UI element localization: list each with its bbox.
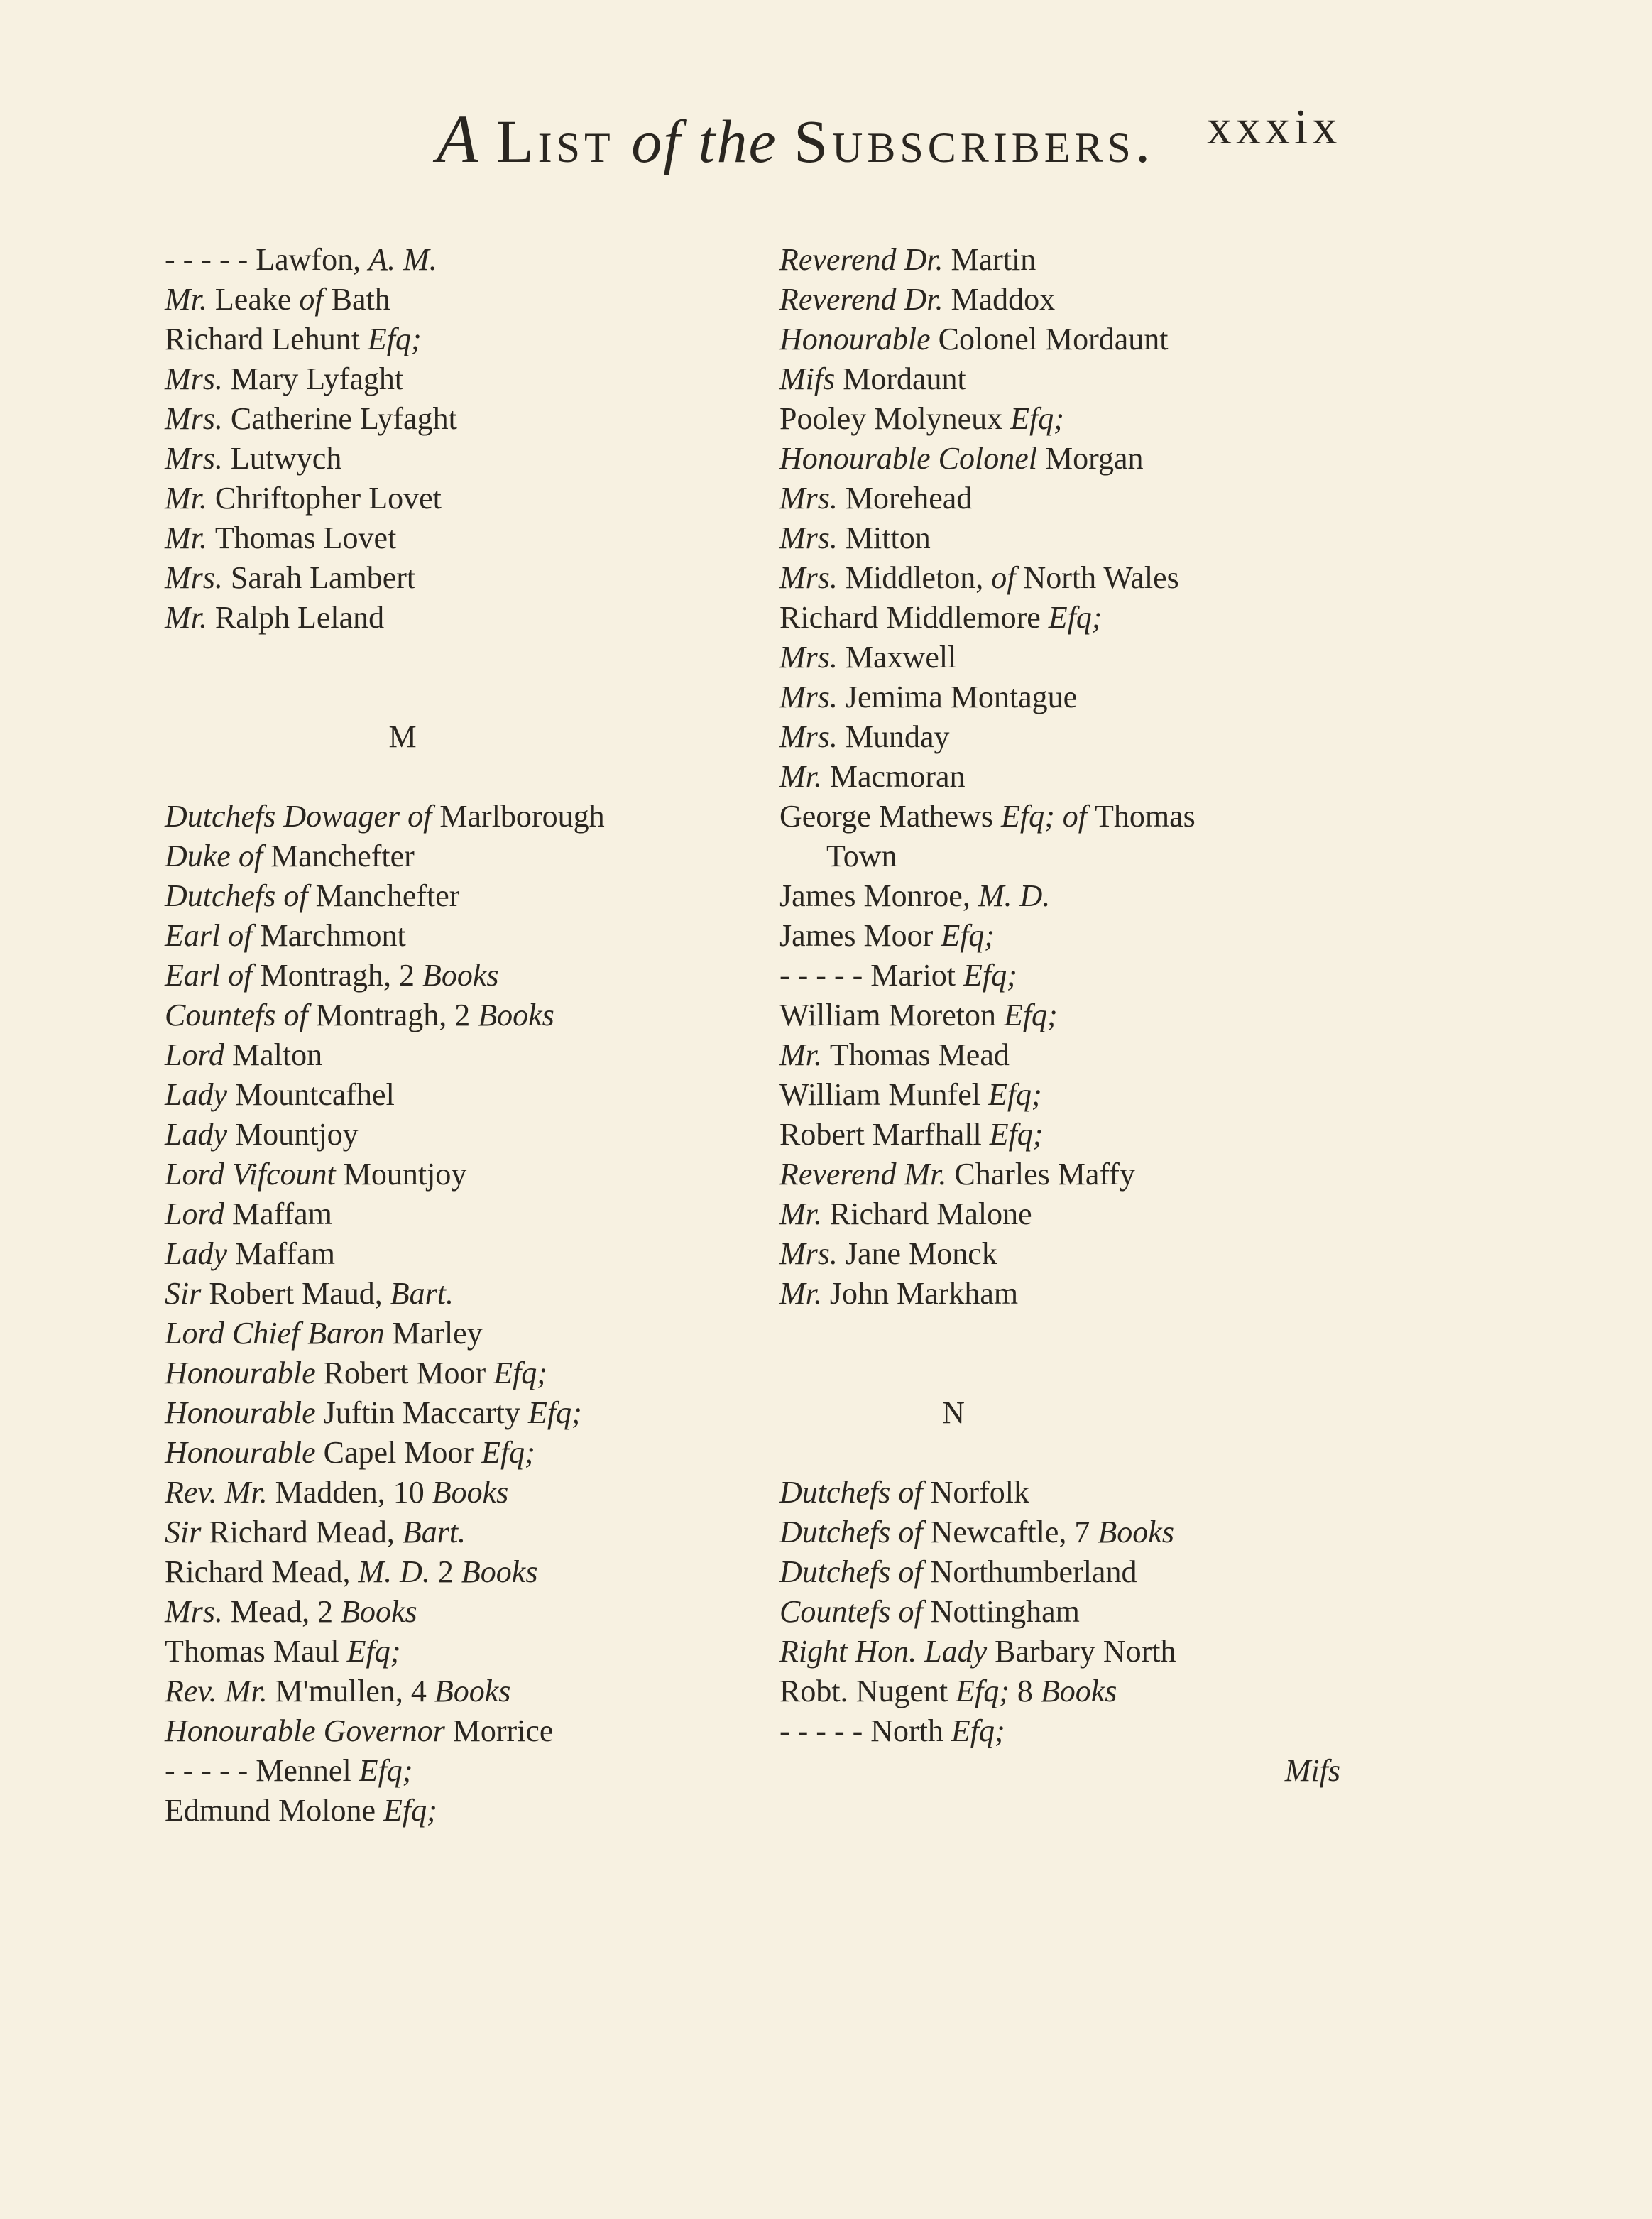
entry-text: George Mathews	[779, 799, 1001, 834]
entry-text: - - - - - Mennel	[165, 1753, 359, 1788]
entry-text: Catherine Lyfaght	[230, 401, 457, 436]
subscriber-entry	[779, 1035, 1489, 1075]
entry-text: Leake	[214, 282, 300, 317]
entry-it2: Efq;	[1010, 401, 1064, 436]
subscriber-entry	[165, 876, 875, 916]
entry-it: Mrs.	[779, 640, 846, 675]
subscriber-entry	[165, 916, 875, 956]
entry-it2: Books	[1098, 1515, 1174, 1549]
entry-it: Mrs.	[779, 560, 846, 595]
entry-it2: of	[299, 282, 332, 317]
entry-it: Mrs.	[165, 401, 231, 436]
entry-it2: Efq;	[963, 958, 1017, 993]
entry-text: Capel Moor	[323, 1435, 482, 1470]
entry-text: Thomas Lovet	[214, 520, 397, 555]
entry-it2: Efq;	[528, 1395, 582, 1430]
entry-it: Reverend Mr.	[779, 1157, 955, 1192]
entry-it: Honourable Governor	[165, 1713, 453, 1748]
entry-it2: Efq; of	[1001, 799, 1095, 834]
entry-text: Jane Monck	[845, 1236, 997, 1271]
subscriber-entry	[779, 439, 1489, 479]
entry-text: Maxwell	[845, 640, 957, 675]
entry-text: Maddox	[951, 282, 1056, 317]
entry-it: Mr.	[165, 520, 215, 555]
subscriber-entry	[779, 876, 1489, 916]
subscriber-entry	[165, 280, 875, 320]
entry-it: Countefs of	[165, 998, 316, 1032]
entry-it2: Efq;	[383, 1793, 437, 1828]
entry-it3: Books	[1040, 1674, 1117, 1708]
subscriber-entry	[779, 1632, 1489, 1672]
entry-it2: Books	[422, 958, 499, 993]
entry-it2: Efq;	[956, 1674, 1017, 1708]
entry-text: Barbary North	[995, 1634, 1176, 1669]
entry-it: Dutchefs of	[779, 1515, 931, 1549]
entry-it: Mrs.	[779, 481, 846, 516]
subscriber-entry	[779, 677, 1489, 717]
entry-text: Mountjoy	[235, 1117, 359, 1152]
spacer	[165, 677, 875, 717]
entry-it: Rev. Mr.	[165, 1475, 275, 1510]
spacer	[779, 1353, 1489, 1393]
entry-text: Marlborough	[439, 799, 605, 834]
subscriber-entry	[165, 1274, 875, 1314]
entry-it: Honourable	[165, 1395, 324, 1430]
entry-it2: Efq;	[941, 918, 995, 953]
entry-text: John Markham	[829, 1276, 1019, 1311]
subscriber-entry	[165, 558, 875, 598]
entry-text: Town	[826, 839, 897, 873]
entry-text: Manchefter	[270, 839, 415, 873]
entry-it: Lord	[165, 1196, 232, 1231]
subscriber-entry	[165, 996, 875, 1035]
spacer	[165, 757, 875, 797]
entry-text: Morehead	[845, 481, 973, 516]
title-a: A	[437, 101, 480, 177]
entry-text: William Munfel	[779, 1077, 988, 1112]
subscriber-entry	[165, 1035, 875, 1075]
entry-it: Mr.	[779, 1037, 830, 1072]
entry-text: Ralph Leland	[214, 600, 385, 635]
subscriber-entry	[165, 240, 875, 280]
entry-it: Honourable Colonel	[779, 441, 1045, 476]
section-letter-m: M	[388, 719, 417, 754]
subscriber-entry	[779, 1075, 1489, 1115]
entry-text: Juftin Maccarty	[323, 1395, 528, 1430]
subscriber-entry	[779, 996, 1489, 1035]
entry-it2: Books	[478, 998, 554, 1032]
entry-text: Morrice	[452, 1713, 554, 1748]
entry-text: Sarah Lambert	[230, 560, 416, 595]
left-column	[165, 240, 875, 1831]
entry-text: Norfolk	[930, 1475, 1029, 1510]
subscriber-entry	[779, 558, 1489, 598]
entry-it: Lady	[165, 1236, 235, 1271]
entry-it: Duke of	[165, 839, 271, 873]
entry-it: Right Hon. Lady	[779, 1634, 995, 1669]
entry-text: Pooley Molyneux	[779, 401, 1011, 436]
entry-it3: Books	[461, 1554, 538, 1589]
entry-text: Jemima Montague	[845, 680, 1078, 714]
entry-text: Malton	[231, 1037, 323, 1072]
entry-text: Robt. Nugent	[779, 1674, 956, 1708]
entry-it: Dutchefs of	[779, 1475, 931, 1510]
entry-it2: Bart.	[402, 1515, 466, 1549]
right-column	[779, 240, 1489, 1791]
spacer	[779, 1433, 1489, 1473]
entry-text: M'mullen, 4	[275, 1674, 434, 1708]
entry-text: Robert Maud,	[209, 1276, 390, 1311]
entry-text2: Thomas	[1094, 799, 1196, 834]
entry-it2: Efq;	[1048, 600, 1103, 635]
entry-text: Colonel Mordaunt	[938, 322, 1169, 356]
entry-it: Rev. Mr.	[165, 1674, 275, 1708]
subscriber-entry	[779, 1473, 1489, 1512]
entry-it2: Books	[341, 1594, 417, 1629]
title-list: List	[496, 107, 615, 175]
subscriber-entry	[779, 638, 1489, 677]
entry-text: - - - - - Mariot	[779, 958, 964, 993]
subscriber-entry	[779, 956, 1489, 996]
catchword: Mifs	[1284, 1753, 1340, 1788]
entry-it2: Efq;	[481, 1435, 535, 1470]
entry-text2: North Wales	[1023, 560, 1179, 595]
entry-text: Munday	[845, 719, 950, 754]
subscriber-entry	[779, 797, 1489, 836]
entry-it: Mr.	[165, 481, 215, 516]
spacer	[779, 1314, 1489, 1353]
entry-text: Mary Lyfaght	[230, 361, 404, 396]
subscriber-entry	[165, 1512, 875, 1552]
entry-it2: Bart.	[390, 1276, 454, 1311]
entry-it2: Efq;	[359, 1753, 413, 1788]
subscriber-entry	[165, 1075, 875, 1115]
entry-it: Mr.	[779, 1196, 830, 1231]
subscriber-entry	[165, 836, 875, 876]
entry-text: Charles Maffy	[954, 1157, 1135, 1192]
subscriber-entry	[165, 1194, 875, 1234]
entry-text: Richard Malone	[829, 1196, 1032, 1231]
entry-text: Marchmont	[260, 918, 406, 953]
entry-it2: Efq;	[493, 1356, 547, 1390]
subscriber-entry	[779, 1115, 1489, 1155]
subscriber-entry	[779, 1592, 1489, 1632]
subscriber-entry	[779, 916, 1489, 956]
entry-it: Mrs.	[165, 560, 231, 595]
subscriber-entry	[165, 320, 875, 359]
subscriber-entry	[779, 280, 1489, 320]
entry-text: Newcaftle, 7	[930, 1515, 1098, 1549]
entry-it: Mrs.	[779, 520, 846, 555]
subscriber-entry	[779, 240, 1489, 280]
entry-text: Martin	[951, 242, 1036, 277]
entry-text: Marley	[392, 1316, 483, 1351]
subscriber-entry	[165, 1552, 875, 1592]
entry-it: Earl of	[165, 918, 261, 953]
subscriber-entry	[165, 1433, 875, 1473]
running-title	[437, 99, 1154, 178]
entry-it: Mrs.	[165, 361, 231, 396]
subscriber-entry	[165, 439, 875, 479]
page-number: xxxix	[1207, 100, 1342, 155]
entry-text: Richard Lehunt	[165, 322, 368, 356]
entry-it: Lord Chief Baron	[165, 1316, 393, 1351]
entry-it: Lady	[165, 1117, 235, 1152]
entry-text: Richard Mead,	[165, 1554, 359, 1589]
entry-text: Montragh, 2	[315, 998, 478, 1032]
entry-it: Dutchefs of	[779, 1554, 931, 1589]
entry-text: Nottingham	[930, 1594, 1080, 1629]
subscriber-entry	[165, 479, 875, 518]
entry-pre: - - - - -	[165, 242, 256, 277]
entry-text: Robert Moor	[323, 1356, 494, 1390]
entry-text2: 2	[437, 1554, 461, 1589]
entry-it2: of	[991, 560, 1024, 595]
subscriber-entry	[779, 1274, 1489, 1314]
subscriber-entry	[779, 1194, 1489, 1234]
entry-text: Madden, 10	[275, 1475, 432, 1510]
entry-it: Lord Vifcount	[165, 1157, 344, 1192]
subscriber-entry	[779, 1552, 1489, 1592]
subscriber-entry	[779, 598, 1489, 638]
entry-it2: M. D.	[358, 1554, 438, 1589]
entry-text: Lutwych	[230, 441, 342, 476]
entry-it: Lady	[165, 1077, 235, 1112]
entry-it: Mrs.	[779, 680, 846, 714]
subscriber-entry	[779, 1711, 1489, 1751]
subscriber-entry	[165, 1115, 875, 1155]
subscriber-entry	[165, 598, 875, 638]
entry-it: Honourable	[165, 1356, 324, 1390]
entry-it: Honourable	[779, 322, 939, 356]
entry-text: Mountjoy	[343, 1157, 467, 1192]
entry-it2: Efq;	[367, 322, 422, 356]
entry-it2: Efq;	[989, 1117, 1044, 1152]
entry-text: Thomas Maul	[165, 1634, 347, 1669]
subscriber-entry	[165, 1393, 875, 1433]
entry-text: Macmoran	[829, 759, 966, 794]
entry-it: Sir	[165, 1515, 209, 1549]
subscriber-entry	[779, 399, 1489, 439]
entry-text: James Monroe,	[779, 878, 978, 913]
entry-text: Robert Marfhall	[779, 1117, 990, 1152]
entry-it: Mrs.	[165, 441, 231, 476]
entry-it2: Efq;	[346, 1634, 401, 1669]
entry-text: Middleton,	[845, 560, 992, 595]
subscriber-entry	[779, 479, 1489, 518]
entry-it2: Books	[432, 1475, 509, 1510]
entry-post: Bath	[331, 282, 390, 317]
subscriber-entry	[779, 1672, 1489, 1711]
entry-it: Honourable	[165, 1435, 324, 1470]
subscriber-entry	[165, 956, 875, 996]
entry-it: Earl of	[165, 958, 261, 993]
subscriber-entry	[165, 518, 875, 558]
entry-text: Chriftopher Lovet	[214, 481, 442, 516]
section-letter-n: N	[942, 1395, 965, 1430]
subscriber-entry	[165, 1592, 875, 1632]
subscriber-entry	[165, 1751, 875, 1791]
subscriber-entry	[165, 1353, 875, 1393]
entry-it2: M. D.	[978, 878, 1051, 913]
entry-text: Maffam	[231, 1196, 332, 1231]
subscriber-entry	[165, 399, 875, 439]
title-of-the: of the	[631, 107, 777, 175]
subscriber-entry	[165, 1791, 875, 1831]
entry-text: Mountcafhel	[235, 1077, 395, 1112]
subscriber-entry	[165, 1672, 875, 1711]
subscriber-entry	[779, 757, 1489, 797]
entry-text: James Moor	[779, 918, 941, 953]
subscriber-entry	[779, 1234, 1489, 1274]
entry-it2: Efq;	[1003, 998, 1058, 1032]
entry-it: Reverend Dr.	[779, 282, 951, 317]
subscriber-entry	[165, 797, 875, 836]
subscriber-entry	[165, 359, 875, 399]
entry-it: Mr.	[165, 600, 215, 635]
subscriber-entry	[779, 320, 1489, 359]
title-subscribers: Subscribers.	[794, 107, 1155, 175]
subscriber-entry	[779, 836, 1489, 876]
subscriber-entry	[165, 1473, 875, 1512]
subscriber-entry	[779, 1512, 1489, 1552]
entry-it: Dutchefs of	[165, 878, 316, 913]
subscriber-entry	[165, 1632, 875, 1672]
entry-text: Northumberland	[930, 1554, 1137, 1589]
subscriber-entry	[165, 1155, 875, 1194]
entry-text2: 8	[1017, 1674, 1041, 1708]
entry-it2: Efq;	[951, 1713, 1005, 1748]
entry-text: Mordaunt	[843, 361, 966, 396]
entry-text: Maffam	[235, 1236, 335, 1271]
entry-it: Countefs of	[779, 1594, 931, 1629]
subscriber-entry	[165, 1234, 875, 1274]
page-header	[0, 99, 1652, 192]
subscriber-entry	[779, 518, 1489, 558]
entry-text: William Moreton	[779, 998, 1004, 1032]
subscriber-entry	[779, 359, 1489, 399]
entry-it: Dutchefs Dowager of	[165, 799, 440, 834]
subscriber-entry	[165, 1711, 875, 1751]
entry-text: Richard Middlemore	[779, 600, 1049, 635]
entry-it: Mifs	[779, 361, 843, 396]
entry-text: Mitton	[845, 520, 931, 555]
spacer	[165, 638, 875, 677]
subscriber-entry	[165, 1314, 875, 1353]
subscriber-entry	[779, 717, 1489, 757]
entry-text: Edmund Molone	[165, 1793, 383, 1828]
subscriber-entry	[779, 1155, 1489, 1194]
entry-text: Richard Mead,	[209, 1515, 403, 1549]
entry-text: Lawfon,	[256, 242, 369, 277]
entry-it2: Efq;	[988, 1077, 1042, 1112]
entry-it: Lord	[165, 1037, 232, 1072]
entry-it: Mr.	[165, 282, 215, 317]
entry-text: Morgan	[1044, 441, 1144, 476]
entry-it: Mr.	[779, 1276, 830, 1311]
entry-it: Mr.	[779, 759, 830, 794]
entry-text: Manchefter	[315, 878, 460, 913]
entry-it: Mrs.	[165, 1594, 231, 1629]
entry-text: Mead, 2	[230, 1594, 341, 1629]
entry-it: Reverend Dr.	[779, 242, 951, 277]
entry-text: Montragh, 2	[260, 958, 422, 993]
entry-text: - - - - - North	[779, 1713, 951, 1748]
entry-it: Mrs.	[779, 719, 846, 754]
entry-it2: A. M.	[368, 242, 437, 277]
entry-text: Thomas Mead	[829, 1037, 1010, 1072]
entry-it: Sir	[165, 1276, 209, 1311]
entry-it: Mrs.	[779, 1236, 846, 1271]
entry-it2: Books	[434, 1674, 511, 1708]
